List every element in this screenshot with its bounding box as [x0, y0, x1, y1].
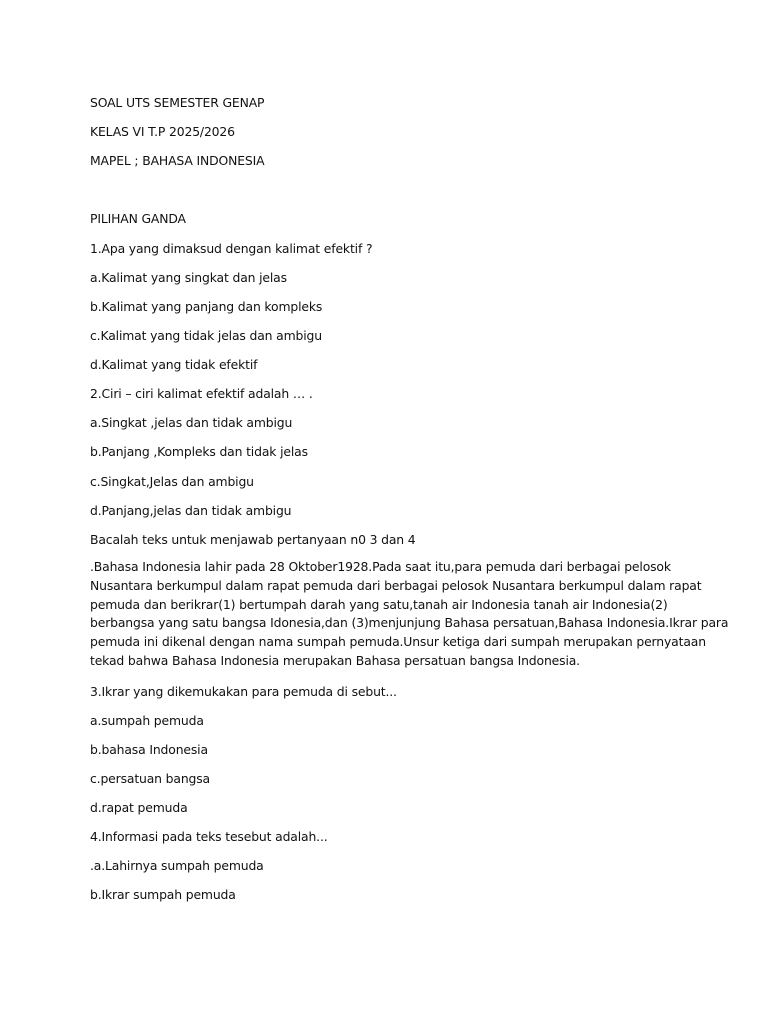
passage-line: pemuda dan berikrar(1) bertumpah darah yang satu,tanah air Indonesia tanah air Indonesia(2) [90, 596, 668, 612]
exam-title: SOAL UTS SEMESTER GENAP [90, 95, 265, 110]
question-3-option-b: b.bahasa Indonesia [90, 742, 208, 757]
section-title: PILIHAN GANDA [90, 211, 186, 226]
subject-line: MAPEL ; BAHASA INDONESIA [90, 153, 265, 168]
question-3-option-a: a.sumpah pemuda [90, 713, 204, 728]
question-1-option-c: c.Kalimat yang tidak jelas dan ambigu [90, 328, 322, 343]
question-3-option-c: c.persatuan bangsa [90, 771, 211, 786]
passage-line: tekad bahwa Bahasa Indonesia merupakan Bahasa persatuan bangsa Indonesia. [90, 652, 580, 668]
class-year: KELAS VI T.P 2025/2026 [90, 124, 235, 139]
question-4-option-a: .a.Lahirnya sumpah pemuda [90, 858, 264, 873]
question-1-option-a: a.Kalimat yang singkat dan jelas [90, 270, 287, 285]
question-3-option-d: d.rapat pemuda [90, 800, 188, 815]
question-2-option-d: d.Panjang,jelas dan tidak ambigu [90, 503, 292, 518]
question-1-option-b: b.Kalimat yang panjang dan kompleks [90, 299, 323, 314]
reading-instruction: Bacalah teks untuk menjawab pertanyaan n0 3 dan 4 [90, 532, 416, 547]
question-4-option-b: b.Ikrar sumpah pemuda [90, 887, 236, 902]
reading-passage [90, 558, 729, 671]
question-3: 3.Ikrar yang dikemukakan para pemuda di sebut... [90, 684, 397, 699]
question-4: 4.Informasi pada teks tesebut adalah... [90, 829, 328, 844]
passage-line: Nusantara berkumpul dalam rapat pemuda dari berbagai pelosok Nusantara berkumpul dalam rapat [90, 577, 702, 593]
question-2: 2.Ciri – ciri kalimat efektif adalah … . [90, 386, 313, 401]
question-1-option-d: d.Kalimat yang tidak efektif [90, 357, 258, 372]
passage-line: pemuda ini dikenal dengan nama sumpah pemuda.Unsur ketiga dari sumpah merupakan pernyataan [90, 634, 706, 650]
question-2-option-c: c.Singkat,Jelas dan ambigu [90, 474, 254, 489]
question-1: 1.Apa yang dimaksud dengan kalimat efektif ? [90, 241, 373, 256]
passage-line: berbangsa yang satu bangsa Idonesia,dan (3)menjunjung Bahasa persatuan,Bahasa Indonesia.Ikrar para [90, 615, 729, 631]
question-2-option-b: b.Panjang ,Kompleks dan tidak jelas [90, 444, 308, 459]
passage-line: .Bahasa Indonesia lahir pada 28 Oktober1928.Pada saat itu,para pemuda dari berbagai pelosok [90, 559, 671, 574]
question-2-option-a: a.Singkat ,jelas dan tidak ambigu [90, 415, 293, 430]
